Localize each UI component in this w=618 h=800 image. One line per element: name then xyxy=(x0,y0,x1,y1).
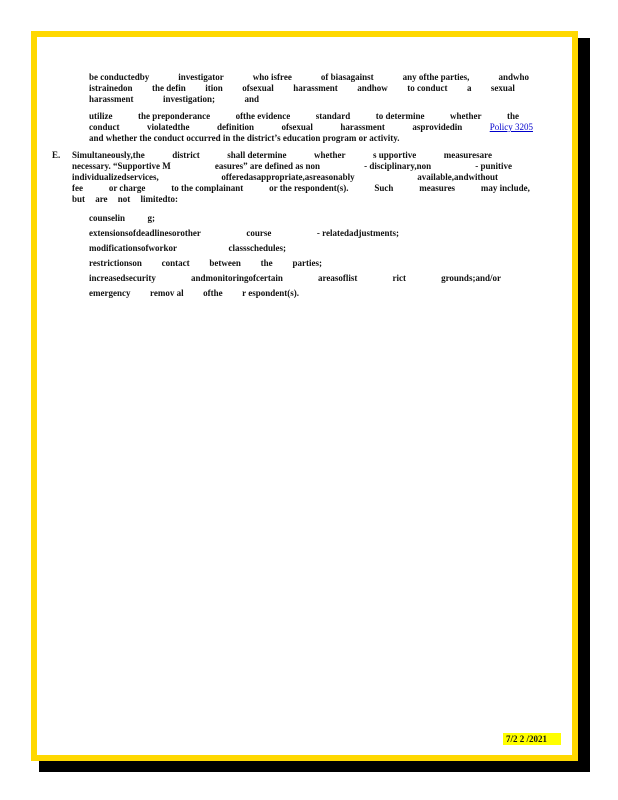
text-fragment: individualizedservices, xyxy=(72,172,159,182)
text-fragment: shall determine xyxy=(227,150,287,160)
text-fragment: measures xyxy=(419,183,456,193)
text-fragment: andwho xyxy=(498,72,529,82)
text-fragment: istrainedon xyxy=(89,83,133,93)
text-fragment: rict xyxy=(392,273,406,283)
text-fragment: areasoflist xyxy=(318,273,358,283)
text-fragment: the preponderance xyxy=(137,111,211,121)
text-fragment: restrictionson xyxy=(89,258,142,268)
text-fragment: investigator xyxy=(178,72,224,82)
text-fragment: s upportive xyxy=(373,150,417,160)
text-fragment: be conductedby xyxy=(89,72,150,82)
text-fragment: limitedto: xyxy=(140,194,178,204)
text-fragment: sexual xyxy=(490,83,515,93)
text-fragment: ofthe evidence xyxy=(235,111,291,121)
investigation-requirements-list xyxy=(52,72,542,144)
list-item xyxy=(52,111,542,144)
text-line xyxy=(89,72,529,83)
supportive-measures-list xyxy=(52,213,542,299)
text-fragment: contact xyxy=(161,258,190,268)
text-fragment: whether xyxy=(450,111,482,121)
text-fragment: not xyxy=(117,194,131,204)
text-fragment: the defin xyxy=(152,83,186,93)
text-fragment: parties; xyxy=(292,258,322,268)
list-item xyxy=(52,288,542,299)
text-line xyxy=(72,150,492,161)
text-fragment: violatedthe xyxy=(146,122,190,132)
text-fragment: are xyxy=(95,194,108,204)
text-fragment: ofsexual xyxy=(242,83,274,93)
text-fragment: any ofthe parties, xyxy=(402,72,470,82)
text-fragment: district xyxy=(172,150,200,160)
text-fragment: g; xyxy=(147,213,155,223)
text-fragment: the xyxy=(260,258,273,268)
text-fragment: ofsexual xyxy=(281,122,313,132)
text-fragment: and xyxy=(244,94,259,104)
text-line xyxy=(89,213,155,224)
text-fragment: whether xyxy=(314,150,346,160)
text-fragment: investigation; xyxy=(162,94,215,104)
text-fragment: a xyxy=(466,83,472,93)
list-item xyxy=(52,213,542,224)
text-fragment: classschedules; xyxy=(228,243,286,253)
text-fragment: standard xyxy=(315,111,351,121)
text-line xyxy=(89,111,519,122)
text-fragment: or the respondent(s). xyxy=(269,183,349,193)
text-fragment: harassment xyxy=(293,83,338,93)
text-fragment: easures” are defined as non xyxy=(214,161,321,171)
text-fragment: harassment xyxy=(89,94,134,104)
text-fragment: Such xyxy=(374,183,394,193)
text-line xyxy=(89,273,501,284)
text-fragment: who isfree xyxy=(252,72,292,82)
text-fragment: available,andwithout xyxy=(417,172,498,182)
text-fragment: increasedsecurity xyxy=(89,273,156,283)
text-fragment: modificationsofworkor xyxy=(89,243,177,253)
text-line xyxy=(89,258,322,269)
text-fragment: to conduct xyxy=(407,83,448,93)
text-fragment: Simultaneously,the xyxy=(72,150,145,160)
text-fragment: ition xyxy=(205,83,223,93)
text-line xyxy=(89,288,299,299)
text-fragment: - punitive xyxy=(475,161,512,171)
text-fragment: emergency xyxy=(89,288,131,298)
text-line xyxy=(89,83,515,94)
text-fragment: - disciplinary,non xyxy=(364,161,432,171)
text-fragment: to determine xyxy=(375,111,425,121)
text-fragment: and whether the conduct occurred in the district’s education program or activity. xyxy=(89,133,400,143)
text-fragment: r espondent(s). xyxy=(242,288,299,298)
text-fragment: - relatedadjustments; xyxy=(316,228,399,238)
text-fragment: to the complainant xyxy=(171,183,244,193)
text-fragment: or charge xyxy=(108,183,146,193)
text-fragment: remov al xyxy=(150,288,184,298)
list-item xyxy=(52,243,542,254)
paragraph-e xyxy=(52,150,542,205)
list-item xyxy=(52,258,542,269)
text-fragment: may include, xyxy=(480,183,530,193)
policy-3205-link[interactable]: Policy 3205 xyxy=(489,122,533,132)
text-line xyxy=(72,172,498,183)
text-fragment: conduct xyxy=(89,122,120,132)
text-fragment: asprovidedin xyxy=(412,122,463,132)
text-fragment: of biasagainst xyxy=(320,72,374,82)
text-fragment: but xyxy=(72,194,86,204)
text-fragment: utilize xyxy=(89,111,113,121)
text-fragment: ofthe xyxy=(203,288,223,298)
text-fragment: harassment xyxy=(340,122,385,132)
document-body xyxy=(52,72,542,303)
text-line xyxy=(89,122,533,133)
text-fragment: counselin xyxy=(89,213,126,223)
footer-date: 7/2 2 /2021 xyxy=(503,733,561,745)
text-fragment: grounds;and/or xyxy=(441,273,501,283)
text-line xyxy=(89,133,542,144)
text-line xyxy=(89,228,399,239)
text-line xyxy=(89,243,286,254)
text-fragment: between xyxy=(209,258,241,268)
text-line xyxy=(72,194,178,205)
list-item xyxy=(52,228,542,239)
list-item xyxy=(52,72,542,105)
text-line xyxy=(89,94,259,105)
paragraph-marker: E. xyxy=(52,150,61,160)
text-fragment: offeredasappropriate,asreasonably xyxy=(221,172,355,182)
text-fragment: definition xyxy=(216,122,254,132)
list-item xyxy=(52,273,542,284)
text-line xyxy=(72,161,512,172)
text-fragment: the xyxy=(506,111,519,121)
text-fragment: andmonitoringofcertain xyxy=(190,273,283,283)
text-line xyxy=(52,183,530,194)
text-fragment: fee xyxy=(72,183,83,193)
text-fragment: andhow xyxy=(357,83,388,93)
text-fragment: course xyxy=(246,228,272,238)
text-fragment: measuresare xyxy=(443,150,492,160)
text-fragment: necessary. “Supportive M xyxy=(72,161,171,171)
text-fragment: extensionsofdeadlinesorother xyxy=(89,228,201,238)
